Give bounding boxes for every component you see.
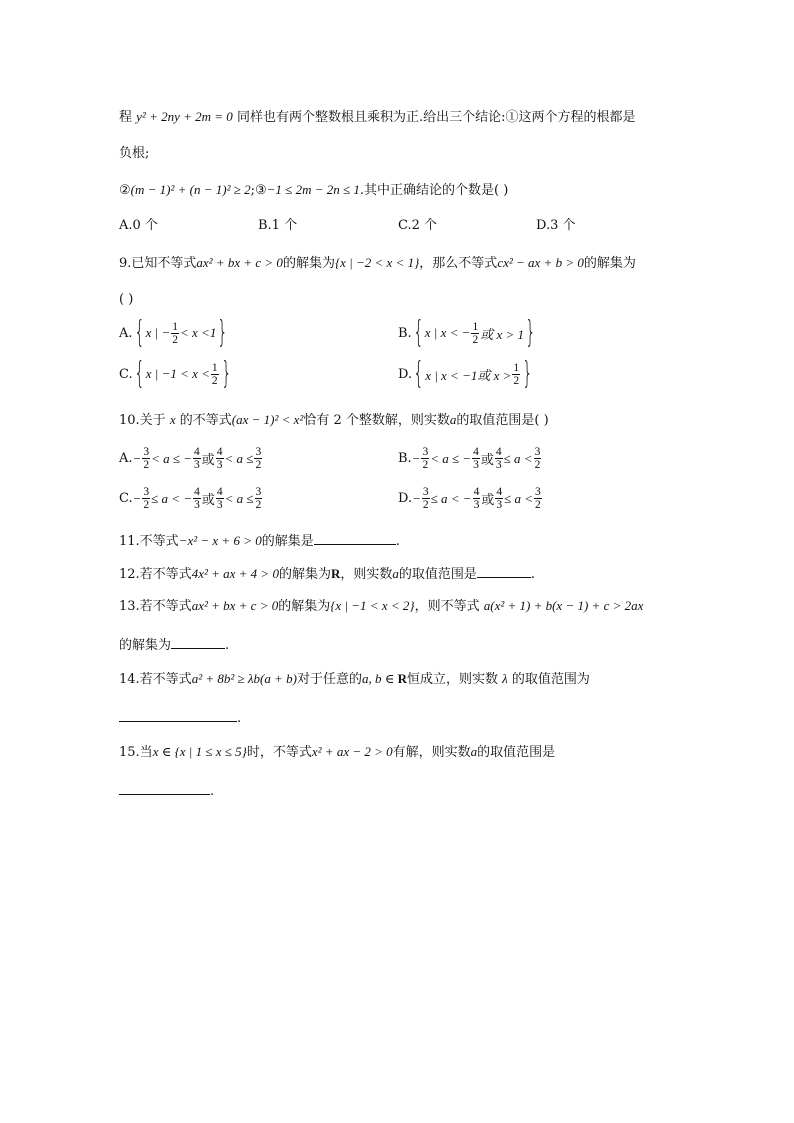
fraction [142, 446, 150, 471]
denominator: 2 [472, 333, 479, 346]
option-math: x | − [145, 325, 171, 340]
q10-text: 恰有 2 个整数解，则实数 [303, 413, 450, 428]
numerator: 3 [143, 486, 150, 498]
left-brace-icon: { [412, 315, 424, 350]
fraction [534, 446, 542, 471]
q14-inequality: a² + 8b² ≥ λb(a + b) [191, 671, 297, 686]
option-math: ≤ a < [503, 450, 533, 466]
q14-text: . [237, 711, 242, 726]
q15-condition: x ∈ {x | 1 ≤ x ≤ 5} [152, 744, 247, 759]
q11-text: 11.不等式 [119, 534, 179, 549]
q12-text: 的取值范围是 [398, 567, 477, 582]
denominator: 2 [513, 374, 520, 387]
q8-text: ② [119, 183, 131, 198]
denominator: 2 [143, 459, 150, 471]
q10-text: 10.关于 [119, 413, 166, 428]
q8-option-d: D.3 个 [536, 218, 576, 233]
fraction [254, 446, 262, 471]
denominator: 3 [194, 459, 200, 471]
q9-text: 9.已知不等式 [119, 256, 197, 271]
option-math: − [412, 490, 421, 506]
option-math: − [132, 450, 142, 466]
fraction [534, 486, 542, 511]
q9-text: 的解集为 [583, 256, 636, 271]
q12-text: 12.若不等式 [119, 567, 192, 582]
q15-stem [119, 743, 555, 762]
q8-line-1 [119, 108, 635, 127]
right-brace-icon: } [522, 356, 533, 391]
denominator: 3 [473, 459, 479, 471]
fraction [512, 362, 520, 387]
option-label: C. [119, 491, 133, 506]
option-math: < a ≤ − [151, 450, 192, 466]
denominator: 2 [422, 459, 429, 471]
denominator: 3 [216, 499, 223, 511]
option-math: − [132, 490, 142, 506]
q12-answer-blank[interactable] [477, 563, 531, 578]
real-numbers-symbol: R [397, 671, 407, 686]
q13-solution-set: {x | −1 < x < 2} [330, 598, 415, 613]
fraction [471, 321, 479, 346]
q10-text: 的取值范围是( ) [456, 413, 549, 428]
option-text: 或 [480, 453, 494, 468]
option-math: ≤ a < − [151, 490, 193, 506]
option-label: C. [119, 366, 133, 382]
option-math: − [411, 450, 421, 466]
denominator: 2 [255, 459, 262, 471]
q14-line-2 [119, 707, 241, 728]
fraction [255, 486, 263, 511]
q8-conclusion-3: −1 ≤ 2m − 2n ≤ 1 [266, 182, 360, 197]
denominator: 3 [473, 499, 480, 511]
q8-text: 程 [119, 110, 133, 125]
q13-text: . [225, 638, 230, 653]
q8-equation: y² + 2ny + 2m = 0 [136, 109, 233, 124]
q9-option-d [398, 356, 534, 391]
denominator: 2 [534, 459, 541, 471]
q11-text: . [395, 534, 400, 549]
q9-inequality: ax² + bx + c > 0 [196, 255, 283, 270]
denominator: 2 [255, 499, 262, 511]
q10-inequality: (ax − 1)² < x² [231, 412, 304, 427]
q15-text: 的取值范围是 [477, 745, 556, 760]
q10-option-c [119, 486, 263, 511]
q14-variables: a, b ∈ [361, 671, 398, 686]
q8-text: ;③ [250, 183, 267, 198]
left-brace-icon: { [133, 356, 145, 391]
numerator: 4 [473, 486, 480, 498]
numerator: 1 [513, 361, 520, 374]
fraction [211, 362, 219, 387]
denominator: 3 [194, 499, 200, 511]
q13-stem [119, 597, 643, 616]
option-label: A. [119, 451, 133, 466]
q14-lambda: λ [502, 671, 508, 686]
q8-text: 同样也有两个整数根且乘积为正.给出三个结论:①这两个方程的根都是 [236, 110, 636, 125]
q15-variable: a [470, 744, 478, 759]
fraction [421, 446, 429, 471]
numerator: 3 [535, 486, 541, 498]
denominator: 2 [535, 499, 541, 511]
q9-option-b [398, 315, 537, 350]
q15-text: 时，不等式 [246, 745, 312, 760]
q14-text: 对于任意的 [296, 672, 362, 687]
denominator: 2 [172, 333, 178, 346]
q9-inequality-2: cx² − ax + b > 0 [497, 255, 584, 270]
fraction [495, 486, 503, 511]
left-brace-icon: { [133, 315, 145, 350]
numerator: 4 [194, 486, 200, 498]
numerator: 4 [495, 446, 502, 458]
q13-answer-blank[interactable] [171, 634, 225, 649]
q8-text: .其中正确结论的个数是( ) [359, 183, 509, 198]
option-label: D. [398, 366, 413, 382]
fraction [171, 321, 179, 346]
fraction [472, 446, 480, 471]
q9-solution-set: {x | −2 < x < 1} [334, 255, 420, 270]
fraction [216, 486, 224, 511]
q9-option-a [119, 315, 229, 350]
right-brace-icon: } [217, 315, 229, 350]
q13-line-2 [119, 634, 229, 655]
numerator: 4 [473, 446, 479, 458]
fraction [193, 486, 201, 511]
q12-text: ，则实数 [340, 567, 393, 582]
numerator: 4 [216, 446, 223, 458]
q9-text: ，那么不等式 [419, 256, 498, 271]
q15-text: 有解，则实数 [392, 745, 471, 760]
option-math: ≤ a < [504, 490, 533, 506]
option-math: x | x < −1或 x > [425, 367, 512, 383]
option-math: < a ≤ [224, 450, 254, 466]
option-math: x | −1 < x < [145, 366, 210, 381]
numerator: 1 [172, 320, 178, 333]
option-math: < a ≤ − [430, 450, 472, 466]
q13-text: 13.若不等式 [119, 599, 192, 614]
fraction [193, 446, 201, 471]
real-numbers-symbol: R [330, 566, 341, 581]
q8-line-2 [119, 145, 149, 163]
q10-option-b [398, 446, 542, 471]
option-text: 或 [201, 493, 215, 508]
right-brace-icon: } [220, 356, 232, 391]
q15-inequality: x² + ax − 2 > 0 [311, 744, 393, 759]
q9-option-c [119, 356, 233, 391]
option-label: B. [398, 451, 412, 466]
fraction [473, 486, 481, 511]
q10-stem [119, 411, 549, 430]
q13-text: ，则不等式 [414, 599, 480, 614]
q11-answer-blank[interactable] [314, 530, 396, 545]
q15-text: . [210, 784, 215, 799]
q15-answer-blank[interactable] [119, 780, 210, 795]
q12-variable: a [392, 566, 399, 581]
q9-stem [119, 254, 636, 273]
numerator: 4 [216, 486, 223, 498]
right-brace-icon: } [525, 315, 536, 350]
q14-text: 14.若不等式 [119, 672, 192, 687]
q9-answer-paren: ( ) [119, 292, 134, 307]
q15-text: 15.当 [119, 745, 153, 760]
q13-inequality: ax² + bx + c > 0 [191, 598, 279, 613]
q14-stem [119, 670, 590, 689]
numerator: 3 [255, 446, 262, 458]
fraction [142, 486, 150, 511]
denominator: 2 [143, 499, 150, 511]
fraction [422, 486, 430, 511]
q10-text: 的不等式 [179, 413, 232, 428]
q14-answer-blank[interactable] [119, 707, 237, 722]
left-brace-icon: { [413, 356, 424, 391]
q14-text: 的取值范围为 [511, 672, 590, 687]
q8-line-3 [119, 181, 508, 200]
q8-text: 负根; [119, 146, 150, 161]
q12-stem [119, 563, 535, 584]
numerator: 4 [194, 446, 200, 458]
option-math: x | x < − [424, 325, 471, 340]
q10-variable: a [449, 412, 457, 427]
q8-option-b: B.1 个 [258, 218, 298, 233]
q8-option-c: C.2 个 [398, 218, 438, 233]
q10-option-a [119, 446, 263, 471]
fraction [495, 446, 503, 471]
q13-inequality-2: a(x² + 1) + b(x − 1) + c > 2ax [483, 598, 644, 613]
q12-inequality: 4x² + ax + 4 > 0 [191, 566, 279, 581]
numerator: 4 [496, 486, 503, 498]
q8-option-a: A.0 个 [119, 218, 158, 233]
option-text: 或 [481, 493, 495, 508]
denominator: 2 [422, 499, 429, 511]
numerator: 3 [143, 446, 150, 458]
denominator: 3 [496, 499, 503, 511]
q13-text: 的解集为 [278, 599, 331, 614]
q10-option-d [398, 486, 543, 511]
q13-text: 的解集为 [119, 638, 172, 653]
option-math: 或 x > 1 [480, 326, 524, 342]
numerator: 3 [422, 486, 429, 498]
q9-text: 的解集为 [282, 256, 335, 271]
option-label: A. [119, 325, 133, 341]
denominator: 2 [211, 374, 218, 387]
q11-inequality: −x² − x + 6 > 0 [178, 533, 262, 548]
option-text: 或 [201, 453, 215, 468]
q8-conclusion-2: (m − 1)² + (n − 1)² ≥ 2 [130, 182, 251, 197]
fraction [216, 446, 224, 471]
denominator: 3 [216, 459, 223, 471]
option-math: < x <1 [180, 325, 217, 340]
q12-text: 的解集为 [278, 567, 331, 582]
q11-text: 的解集是 [261, 534, 314, 549]
q11-stem [119, 530, 400, 551]
numerator: 1 [472, 320, 479, 333]
numerator: 3 [255, 486, 262, 498]
q15-line-2 [119, 780, 214, 801]
numerator: 3 [534, 446, 541, 458]
q14-text: 恒成立，则实数 [406, 672, 498, 687]
option-math: ≤ a < − [430, 490, 472, 506]
numerator: 3 [422, 446, 429, 458]
option-label: B. [398, 325, 412, 341]
q12-text: . [530, 567, 536, 582]
denominator: 3 [495, 459, 502, 471]
option-math: < a ≤ [224, 490, 254, 506]
numerator: 1 [211, 361, 218, 374]
q10-variable: x [169, 412, 176, 427]
option-label: D. [398, 491, 413, 506]
